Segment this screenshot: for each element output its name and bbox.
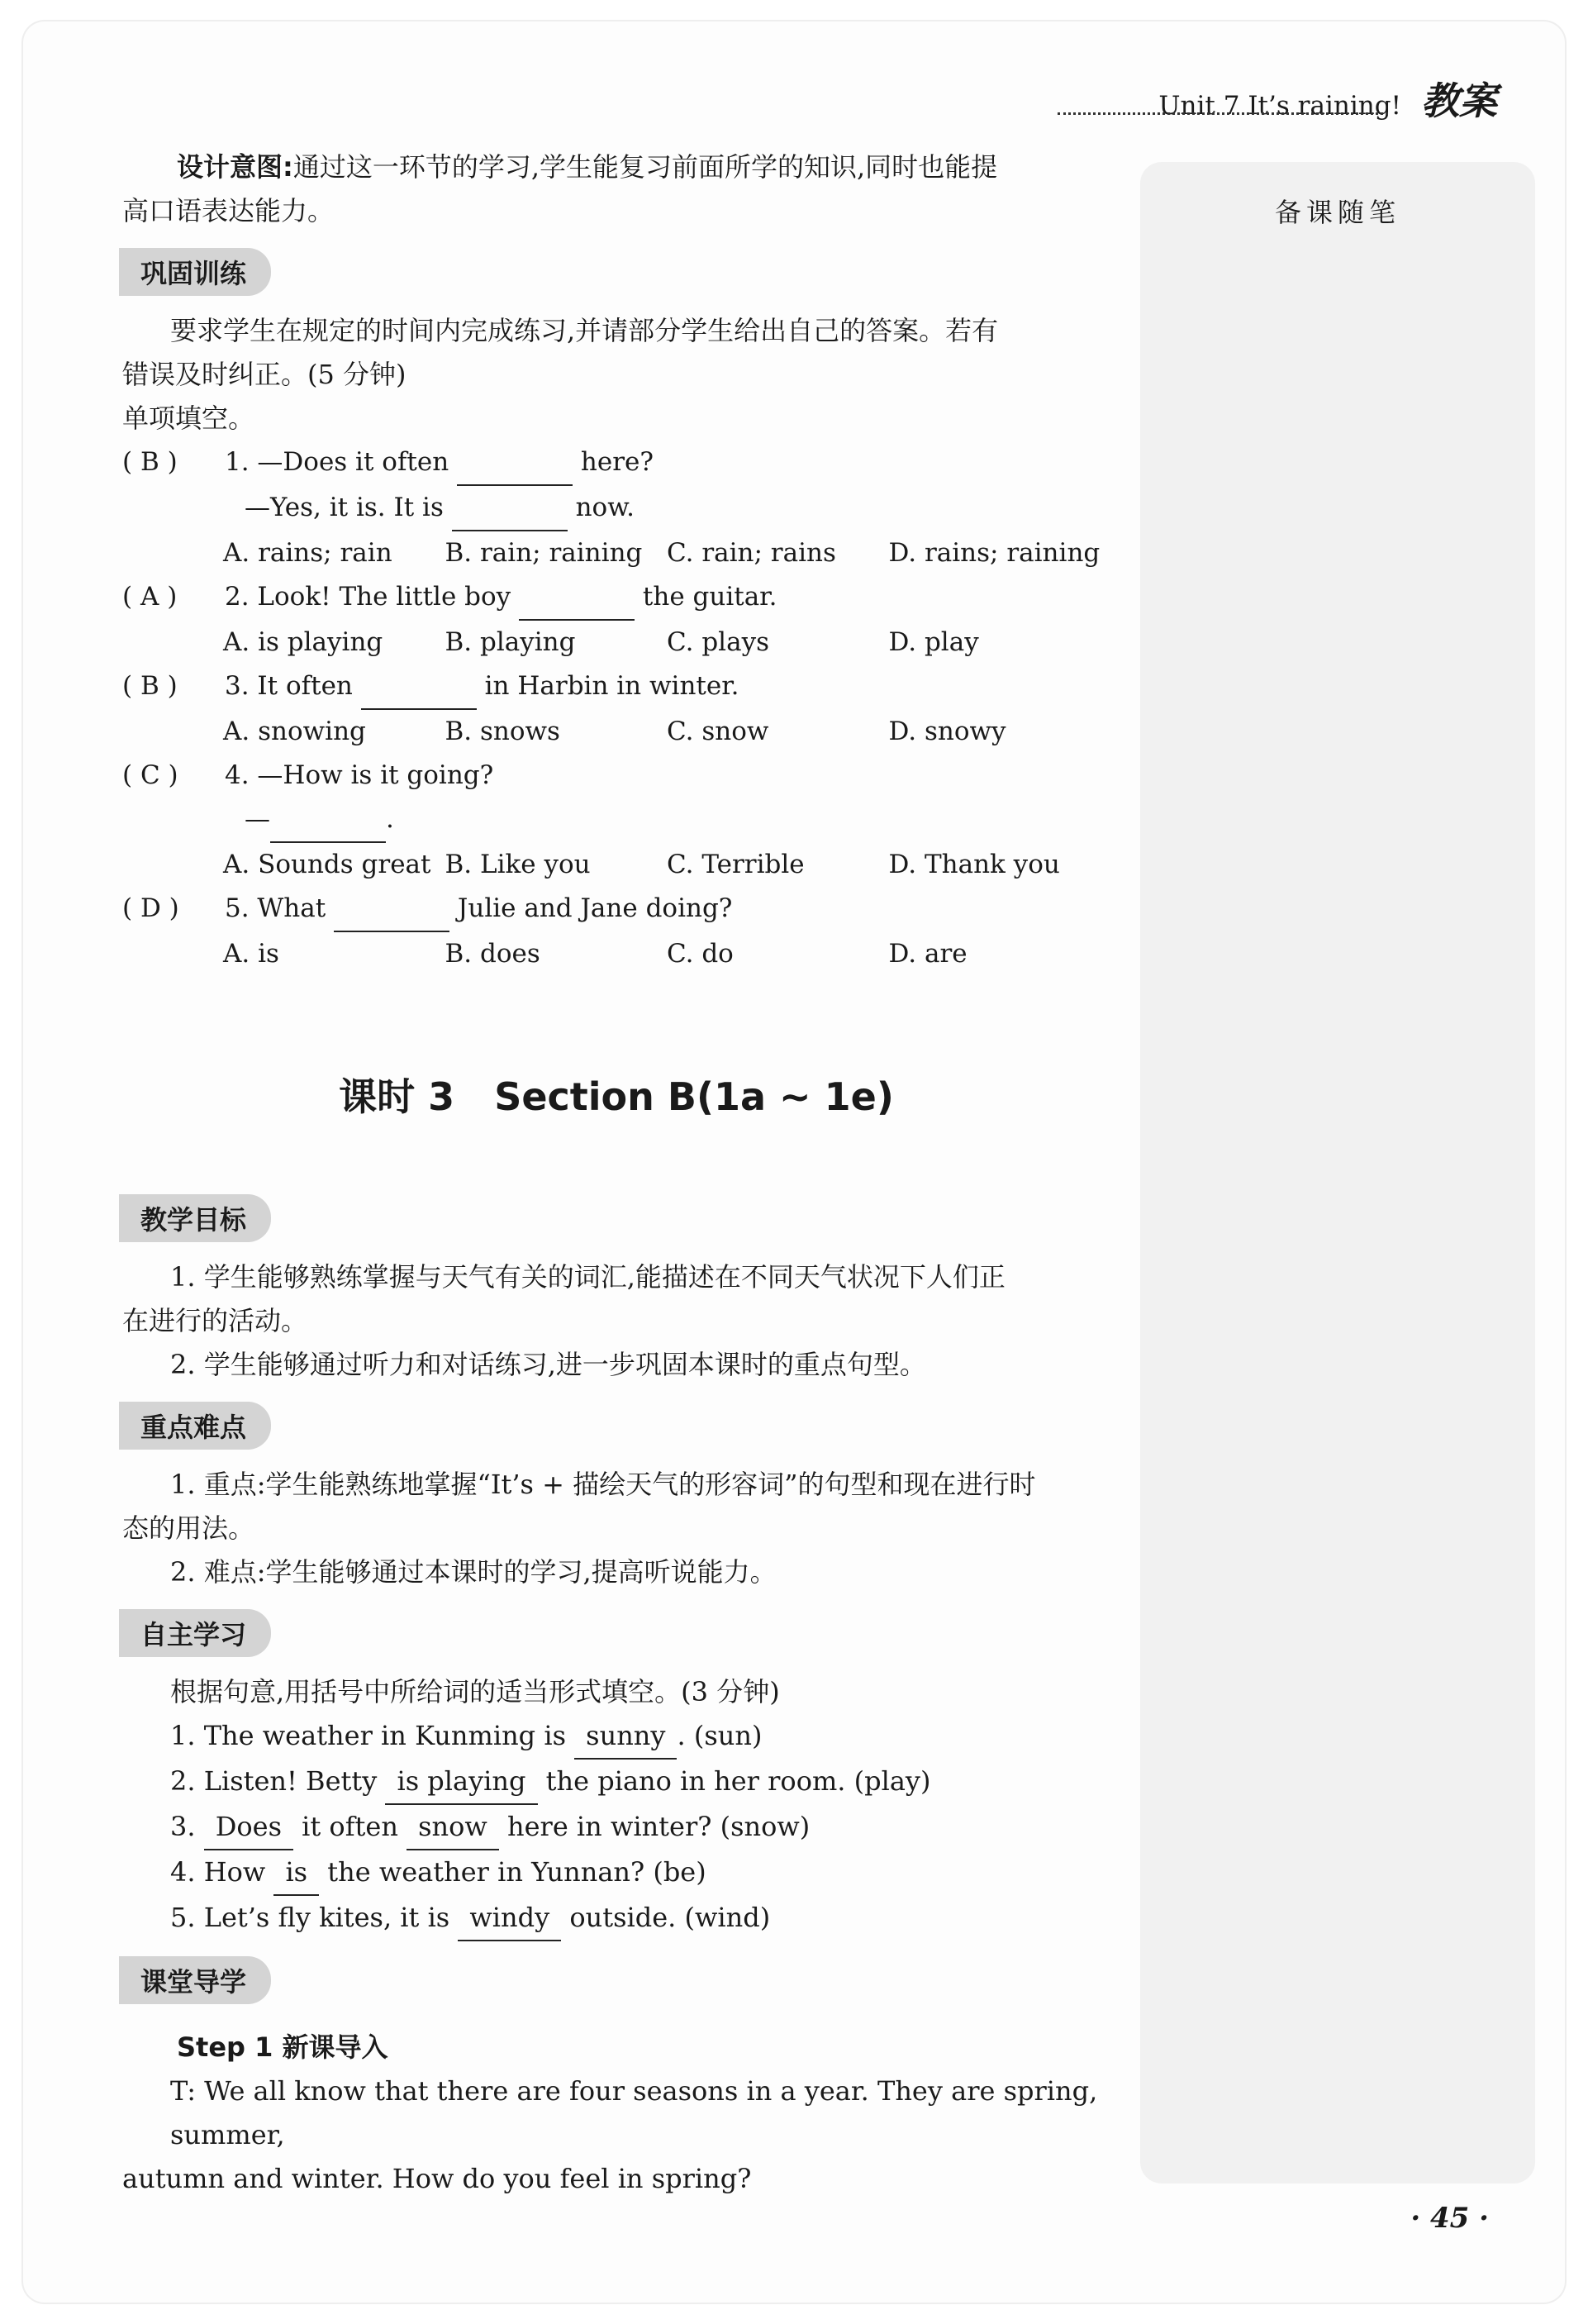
option: C. Terrible	[667, 850, 805, 879]
section-badge-classroom: 课堂导学	[119, 1956, 271, 2004]
question-4-line-2	[122, 798, 1110, 843]
classroom-text-1: T: We all know that there are four seasons in a year. They are spring, summer,	[170, 2075, 1098, 2150]
goal-2: 2. 学生能够通过听力和对话练习,进一步巩固本课时的重点句型。	[170, 1349, 926, 1380]
selfstudy-item-5	[122, 1896, 1110, 1941]
option: B. playing	[445, 627, 576, 657]
selfstudy-intro: 根据句意,用括号中所给词的适当形式填空。(3 分钟)	[170, 1676, 780, 1707]
section-badge-keypoints: 重点难点	[119, 1402, 271, 1450]
fill-answer: sunny	[574, 1714, 677, 1760]
lesson-title	[122, 1067, 1110, 1122]
option: B. rain; raining	[445, 538, 643, 568]
q1-line2-pre: —Yes, it is. It is	[245, 493, 444, 522]
design-intent-label: 设计意图:	[177, 151, 293, 183]
selfstudy-item-2	[122, 1760, 1110, 1805]
text: . (sun)	[677, 1720, 763, 1751]
page-number: · 45 ·	[1410, 2202, 1489, 2235]
keypoint-1a: 1. 重点:学生能熟练地掌握“It’s + 描绘天气的形容词”的句型和现在进行时	[170, 1469, 1036, 1500]
q2-pre: 2. Look! The little boy	[225, 582, 511, 612]
option: B. does	[445, 939, 540, 969]
fill-answer: windy	[458, 1896, 561, 1941]
q4-pre: 4. —How is it going?	[225, 760, 494, 790]
option: C. plays	[667, 627, 769, 657]
q5-pre: 5. What	[225, 893, 326, 923]
answer-5: ( D )	[122, 893, 179, 923]
fill-answer: Does	[204, 1805, 293, 1850]
q2-post: the guitar.	[642, 582, 777, 612]
text: 4. How	[170, 1856, 266, 1888]
option: C. rain; rains	[667, 538, 836, 568]
option: A. snowing	[223, 717, 366, 746]
option: D. snowy	[888, 717, 1006, 746]
q5-post: Julie and Jane doing?	[457, 893, 733, 923]
text: it often	[302, 1811, 398, 1842]
text: here in winter? (snow)	[506, 1811, 811, 1842]
q3-post: in Harbin in winter.	[484, 671, 739, 701]
header-wavy-line	[1058, 107, 1388, 115]
text: the weather in Yunnan? (be)	[327, 1856, 706, 1888]
q1-line2-post: now.	[575, 493, 635, 522]
option: D. are	[888, 939, 968, 969]
q3-pre: 3. It often	[225, 671, 353, 701]
goal-1a: 1. 学生能够熟练掌握与天气有关的词汇,能描述在不同天气状况下人们正	[170, 1261, 1006, 1293]
section-badge-goals: 教学目标	[119, 1194, 271, 1242]
answer-3: ( B )	[122, 671, 178, 701]
design-intent	[122, 145, 1110, 189]
fill-answer: snow	[407, 1805, 499, 1850]
question-4	[122, 754, 1110, 798]
question-1-line-2	[122, 486, 1110, 531]
consolidate-intro-1: 要求学生在规定的时间内完成练习,并请部分学生给出自己的答案。若有	[170, 315, 999, 346]
option: A. Sounds great	[223, 850, 431, 879]
answer-4: ( C )	[122, 760, 178, 790]
keypoint-2: 2. 难点:学生能够通过本课时的学习,提高听说能力。	[170, 1556, 777, 1588]
question-1	[122, 441, 1110, 486]
design-intent-text: 通过这一环节的学习,学生能复习前面所学的知识,同时也能提	[292, 151, 998, 183]
option: D. play	[888, 627, 979, 657]
options-4	[122, 843, 1110, 887]
q1-pre: 1. —Does it often	[225, 447, 449, 477]
blank	[270, 798, 386, 843]
option: C. snow	[667, 717, 769, 746]
text: 3.	[170, 1811, 196, 1842]
blank	[361, 664, 477, 710]
option: D. rains; raining	[888, 538, 1101, 568]
text: 2. Listen! Betty	[170, 1765, 378, 1797]
option: D. Thank you	[888, 850, 1060, 879]
option: A. rains; rain	[223, 538, 392, 568]
selfstudy-item-4	[122, 1850, 1110, 1896]
answer-1: ( B )	[122, 447, 178, 477]
q1-post: here?	[580, 447, 654, 477]
lesson-section: Section B(1a ~ 1e)	[494, 1074, 894, 1119]
text: 1. The weather in Kunming is	[170, 1720, 566, 1751]
step-1-heading: Step 1 新课导入	[177, 2031, 388, 2063]
section-badge-consolidate: 巩固训练	[119, 248, 271, 296]
section-badge-selfstudy: 自主学习	[119, 1609, 271, 1657]
blank	[334, 887, 449, 932]
blank	[452, 486, 568, 531]
classroom-text-2: autumn and winter. How do you feel in spring?	[122, 2163, 752, 2194]
option: C. do	[667, 939, 734, 969]
fill-answer: is	[273, 1850, 319, 1896]
lesson-number: 课时 3	[339, 1074, 455, 1119]
consolidate-heading: 单项填空。	[122, 402, 255, 434]
sidebar-label: 备课随笔	[1274, 197, 1400, 228]
question-3	[122, 664, 1110, 710]
goal-1b: 在进行的活动。	[122, 1305, 308, 1336]
selfstudy-item-1	[122, 1714, 1110, 1760]
question-5	[122, 887, 1110, 932]
blank	[457, 441, 573, 486]
design-intent-text-2: 高口语表达能力。	[122, 195, 335, 226]
consolidate-intro-2: 错误及时纠正。(5 分钟)	[122, 359, 407, 390]
unit-title: Unit 7 It’s raining!	[1158, 91, 1401, 121]
options-5	[122, 932, 1110, 976]
text: outside. (wind)	[569, 1902, 771, 1933]
page-header	[1158, 71, 1497, 126]
text: the piano in her room. (play)	[545, 1765, 931, 1797]
notes-sidebar	[1140, 162, 1535, 2184]
main-content	[122, 145, 1110, 2201]
blank	[519, 575, 635, 621]
selfstudy-item-3	[122, 1805, 1110, 1850]
option: A. is playing	[223, 627, 383, 657]
q4-line2: —	[245, 804, 270, 834]
options-3	[122, 710, 1110, 754]
options-2	[122, 621, 1110, 664]
option: B. snows	[445, 717, 560, 746]
question-2	[122, 575, 1110, 621]
brand-label: 教案	[1421, 79, 1497, 123]
fill-answer: is playing	[385, 1760, 537, 1805]
answer-2: ( A )	[122, 582, 178, 612]
option: A. is	[223, 939, 279, 969]
keypoint-1b: 态的用法。	[122, 1512, 255, 1544]
option: B. Like you	[445, 850, 591, 879]
options-1	[122, 531, 1110, 575]
q4-line2-post: .	[386, 804, 394, 834]
text: 5. Let’s fly kites, it is	[170, 1902, 450, 1933]
